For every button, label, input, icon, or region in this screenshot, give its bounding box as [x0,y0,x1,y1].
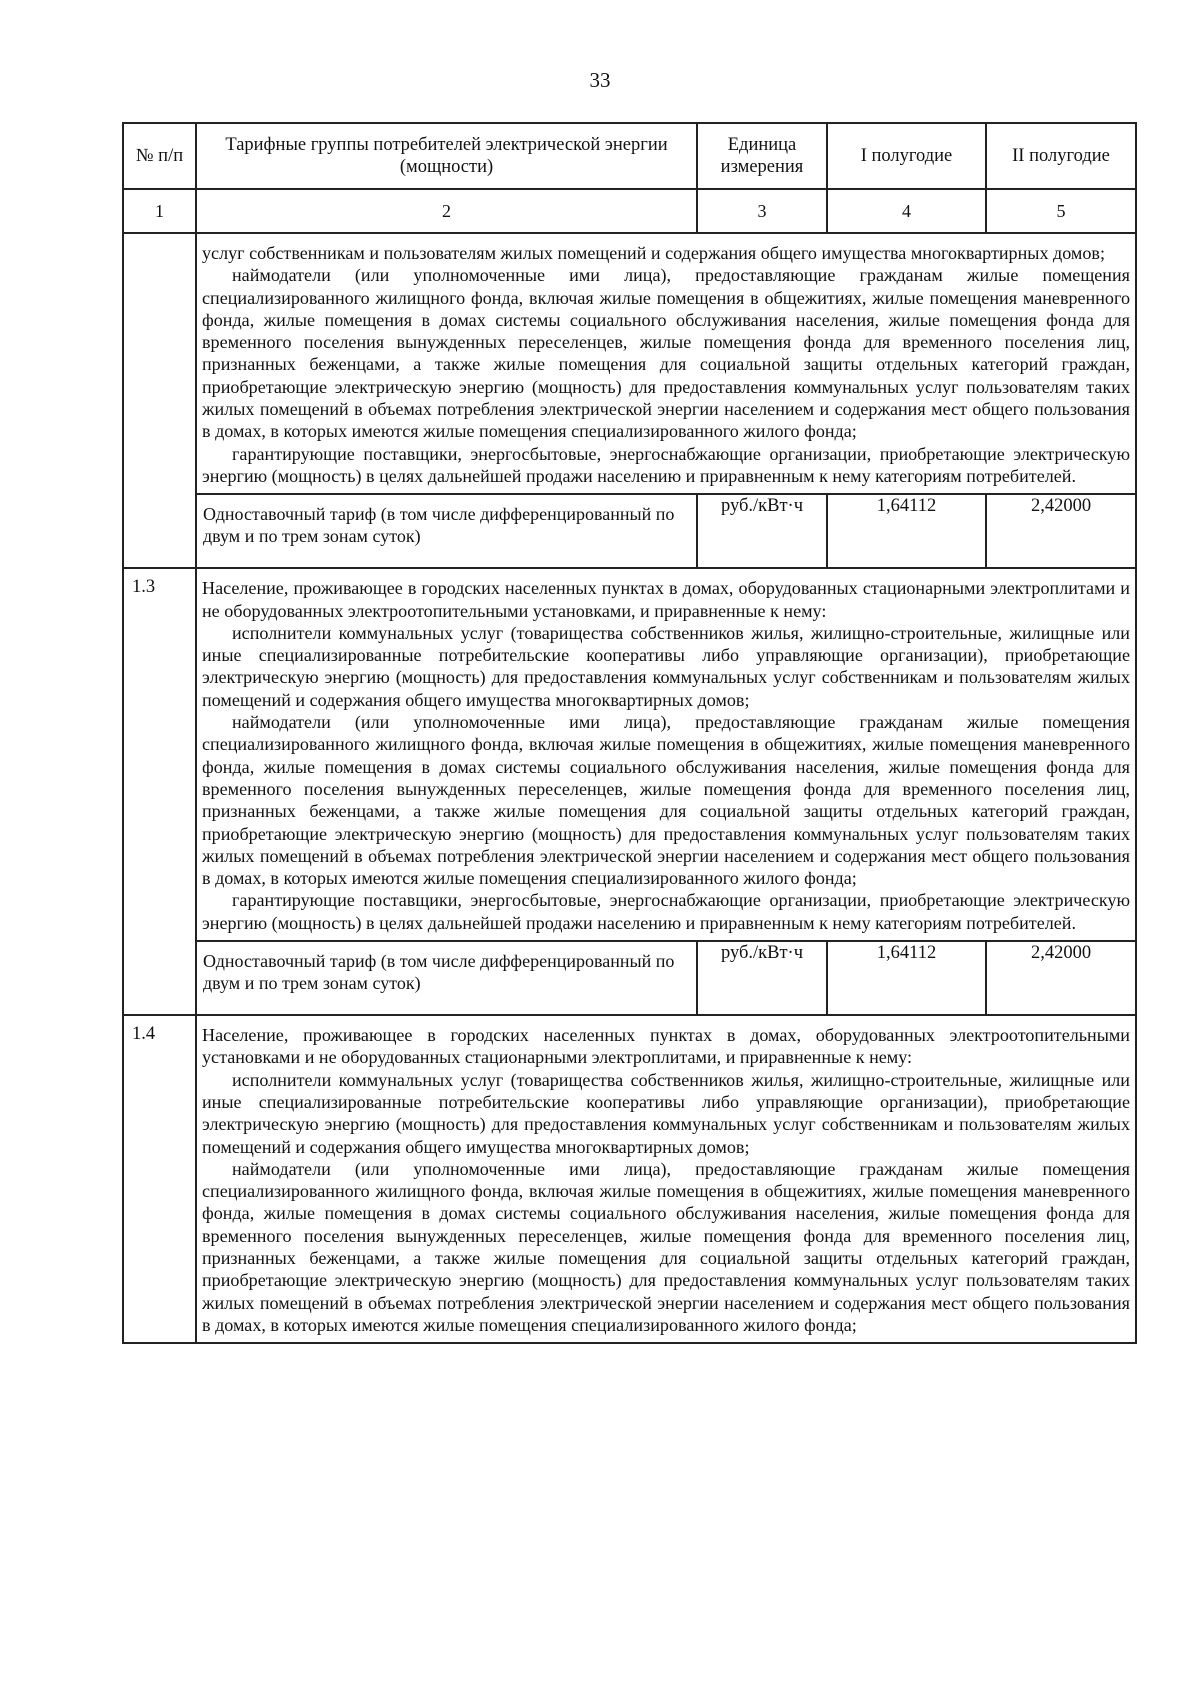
tariff-row [123,941,1136,1015]
tariff-name: Одноставочный тариф (в том числе дифференцированный по двум и по трем зонам суток) [196,941,697,1015]
description-paragraph: услуг собственникам и пользователям жилых помещений и содержания общего имущества многоквартирных домов; [202,243,1105,263]
table-row [123,568,1136,941]
tariff-value-half1: 1,64112 [827,494,986,568]
table-row [123,233,1136,494]
header-group: Тарифные группы потребителей электрической энергии (мощности) [196,123,697,189]
page-number: 33 [589,68,611,92]
description-paragraph: Население, проживающее в городских населенных пунктах в домах, оборудованных стационарными электроплитами и не оборудованных электроотопительными установками, и приравненные к нему: [202,578,1130,621]
group-description [196,1015,1136,1343]
description-paragraph: гарантирующие поставщики, энергосбытовые, энергоснабжающие организации, приобретающие электрическую энергию (мощность) в целях дальнейшей продажи населению и приравненным к нему категориям потребителей. [202,890,1130,933]
description-paragraph: наймодатели (или уполномоченные ими лица), предоставляющие гражданам жилые помещения специализированного жилищного фонда, включая жилые помещения в общежитиях, жилые помещения маневренного фонда, жилые помещения в домах системы социального обслуживания населения, жилые помещения фонда для временного поселения вынужденных переселенцев, жилые помещения фонда для временного поселения лиц, признанных беженцами, а также жилые помещения для социальной защиты отдельных категорий граждан, приобретающие электрическую энергию (мощность) для предоставления коммунальных услуг пользователям таких жилых помещений в объемах потребления электрической энергии населением и содержания мест общего пользования в домах, в которых имеются жилые помещения специализированного жилого фонда; [202,265,1130,442]
column-number-row [123,189,1136,233]
group-description [196,568,1136,941]
header-half2: II полугодие [986,123,1136,189]
description-paragraph: исполнители коммунальных услуг (товарищества собственников жилья, жилищно-строительные, жилищные или иные специализированные потребительские кооперативы либо управляющие организации), приобретающие электрическую энергию (мощность) для предоставления коммунальных услуг собственникам и пользователям жилых помещений и содержания общего имущества многоквартирных домов; [202,622,1130,710]
header-unit: Единица измерения [697,123,827,189]
tariff-unit: руб./кВт·ч [697,941,827,1015]
col-number: 3 [697,189,827,233]
tariff-name: Одноставочный тариф (в том числе дифференцированный по двум и по трем зонам суток) [196,494,697,568]
tariff-row [123,494,1136,568]
description-paragraph: гарантирующие поставщики, энергосбытовые, энергоснабжающие организации, приобретающие электрическую энергию (мощность) в целях дальнейшей продажи населению и приравненным к нему категориям потребителей. [202,443,1130,486]
table-row [123,1015,1136,1343]
tariff-value-half1: 1,64112 [827,941,986,1015]
tariff-value-half2: 2,42000 [986,941,1136,1015]
description-paragraph: исполнители коммунальных услуг (товарищества собственников жилья, жилищно-строительные, жилищные или иные специализированные потребительские кооперативы либо управляющие организации), приобретающие электрическую энергию (мощность) для предоставления коммунальных услуг собственникам и пользователям жилых помещений и содержания общего имущества многоквартирных домов; [202,1069,1130,1157]
description-paragraph: наймодатели (или уполномоченные ими лица), предоставляющие гражданам жилые помещения специализированного жилищного фонда, включая жилые помещения в общежитиях, жилые помещения маневренного фонда, жилые помещения в домах системы социального обслуживания населения, жилые помещения фонда для временного поселения вынужденных переселенцев, жилые помещения фонда для временного поселения лиц, признанных беженцами, а также жилые помещения для социальной защиты отдельных категорий граждан, приобретающие электрическую энергию (мощность) для предоставления коммунальных услуг пользователям таких жилых помещений в объемах потребления электрической энергии населением и содержания мест общего пользования в домах, в которых имеются жилые помещения специализированного жилого фонда; [202,712,1130,889]
tariff-value-half2: 2,42000 [986,494,1136,568]
col-number: 1 [123,189,196,233]
col-number: 2 [196,189,697,233]
header-num: № п/п [123,123,196,189]
col-number: 5 [986,189,1136,233]
description-paragraph: наймодатели (или уполномоченные ими лица), предоставляющие гражданам жилые помещения специализированного жилищного фонда, включая жилые помещения в общежитиях, жилые помещения маневренного фонда, жилые помещения в домах системы социального обслуживания населения, жилые помещения фонда для временного поселения вынужденных переселенцев, жилые помещения фонда для временного поселения лиц, признанных беженцами, а также жилые помещения для социальной защиты отдельных категорий граждан, приобретающие электрическую энергию (мощность) для предоставления коммунальных услуг пользователям таких жилых помещений в объемах потребления электрической энергии населением и содержания мест общего пользования в домах, в которых имеются жилые помещения специализированного жилого фонда; [202,1158,1130,1335]
row-number: 1.4 [123,1015,196,1343]
row-number: 1.3 [123,568,196,1015]
tariff-table [122,122,1137,1344]
description-paragraph: Население, проживающее в городских населенных пунктах в домах, оборудованных электроотопительными установками и не оборудованных стационарными электроплитами, и приравненные к нему: [202,1025,1130,1068]
row-number [123,233,196,568]
tariff-unit: руб./кВт·ч [697,494,827,568]
header-row [123,123,1136,189]
group-description [196,233,1136,494]
header-half1: I полугодие [827,123,986,189]
col-number: 4 [827,189,986,233]
